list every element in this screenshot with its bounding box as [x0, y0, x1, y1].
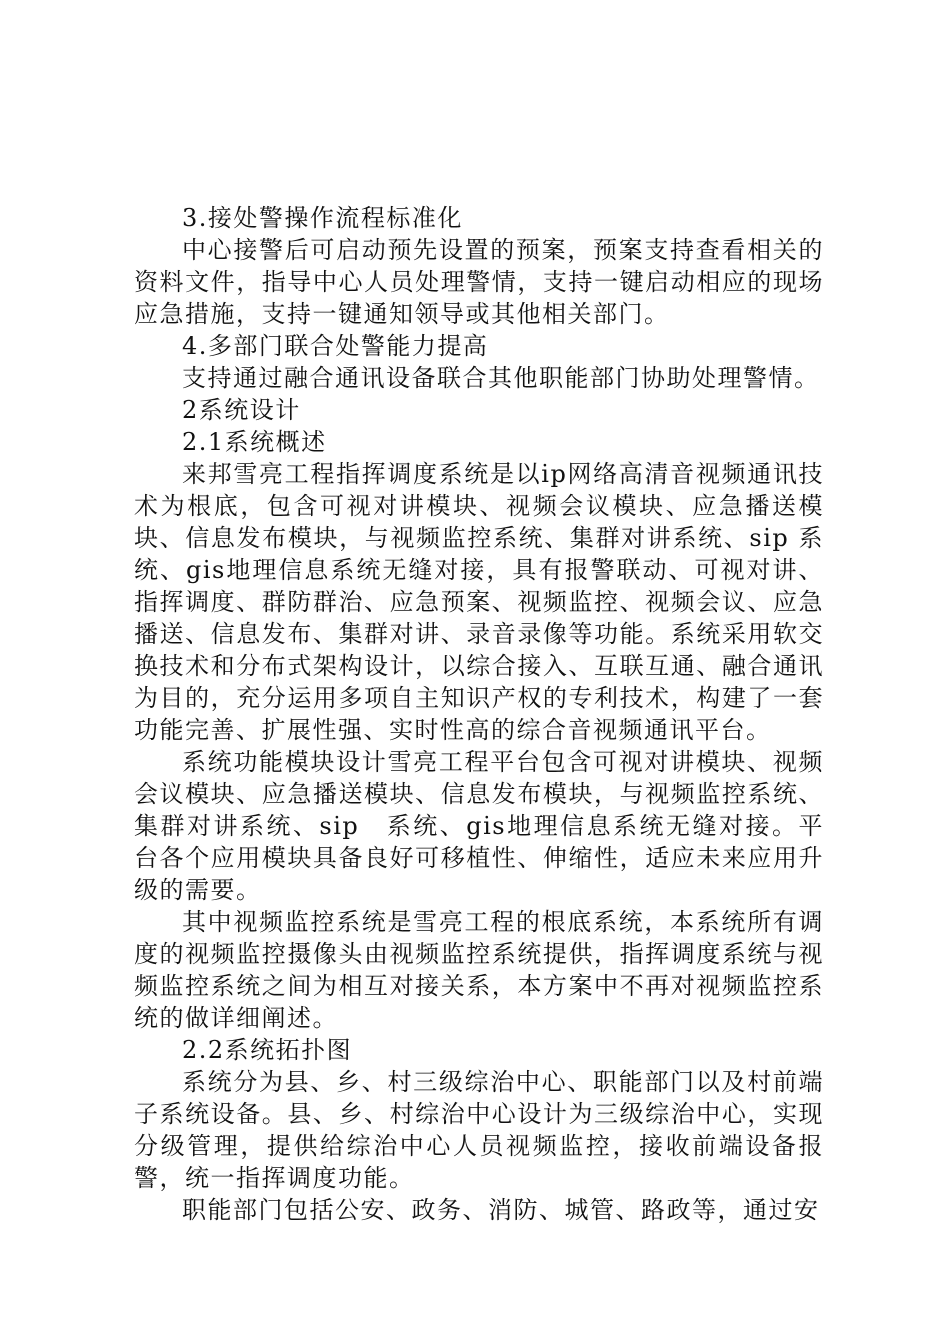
- body-paragraph: 其中视频监控系统是雪亮工程的根底系统，本系统所有调度的视频监控摄像头由视频监控系统提供，指挥调度系统与视频监控系统之间为相互对接关系，本方案中不再对视频监控系统的做详细阐述。: [134, 908, 824, 1032]
- section-heading: 2系统设计: [182, 396, 301, 424]
- body-paragraph: 职能部门包括公安、政务、消防、城管、路政等，通过安: [182, 1196, 820, 1224]
- body-paragraph: 系统分为县、乡、村三级综治中心、职能部门以及村前端子系统设备。县、乡、村综治中心设计为三级综治中心，实现分级管理，提供给综治中心人员视频监控，接收前端设备报警，统一指挥调度功能。: [134, 1068, 824, 1192]
- section-heading: 3.接处警操作流程标准化: [182, 204, 463, 232]
- body-paragraph: 来邦雪亮工程指挥调度系统是以ip网络高清音视频通讯技术为根底，包含可视对讲模块、视频会议模块、应急播送模块、信息发布模块，与视频监控系统、集群对讲系统、sip 系统、gis地理信息系统无缝对接，具有报警联动、可视对讲、指挥调度、群防群治、应急预案、视频监控、视频会议、应急播送、信息发布、集群对讲、录音录像等功能。系统采用软交换技术和分布式架构设计，以综合接入、互联互通、融合通讯为目的，充分运用多项自主知识产权的专利技术，构建了一套功能完善、扩展性强、实时性高的综合音视频通讯平台。: [134, 460, 824, 744]
- body-paragraph: 支持通过融合通讯设备联合其他职能部门协助处理警情。: [182, 364, 820, 392]
- section-heading: 4.多部门联合处警能力提高: [182, 332, 489, 360]
- section-heading: 2.1系统概述: [182, 428, 327, 456]
- section-heading: 2.2系统拓扑图: [182, 1036, 353, 1064]
- body-paragraph: 中心接警后可启动预先设置的预案，预案支持查看相关的资料文件，指导中心人员处理警情，支持一键启动相应的现场应急措施，支持一键通知领导或其他相关部门。: [134, 236, 824, 328]
- body-paragraph: 系统功能模块设计雪亮工程平台包含可视对讲模块、视频会议模块、应急播送模块、信息发布模块，与视频监控系统、集群对讲系统、sip 系统、gis地理信息系统无缝对接。平台各个应用模块具备良好可移植性、伸缩性，适应未来应用升级的需要。: [134, 748, 824, 904]
- document-body: [134, 202, 824, 1226]
